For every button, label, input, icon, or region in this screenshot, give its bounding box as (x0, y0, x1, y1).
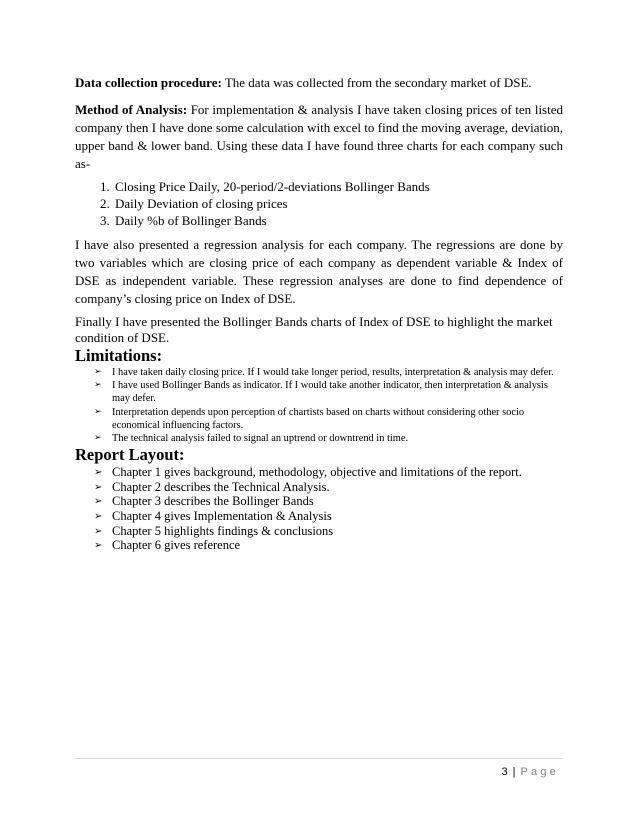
limitations-heading: Limitations: (75, 346, 163, 365)
arrow-bullet-icon: ➢ (94, 496, 103, 508)
list-item (94, 465, 563, 480)
regression-paragraph: I have also presented a regression analysis for each company. The regressions are done by two variables which are closing price of each company as dependent variable & Index of DSE as independent variable. These regression analyses are done to find dependence of company’s closing price on Index of DSE. (75, 237, 563, 306)
data-collection-label: Data collection procedure: (75, 75, 222, 90)
method-list-item: 2. Daily Deviation of closing prices (113, 195, 563, 212)
method-text: For implementation & analysis I have taken closing prices of ten listed company then I have done some calculation with excel to find the moving average, deviation, upper band & lower band. Using these data I have found three charts for each company such as- (75, 102, 564, 171)
list-item (94, 432, 563, 445)
arrow-bullet-icon: ➢ (94, 511, 103, 522)
chapter-text: Chapter 2 describes the Technical Analysis. (112, 479, 330, 494)
limitation-text: I have used Bollinger Bands as indicator. If I would take another indicator, then interpretation & analysis may defer. (112, 380, 548, 405)
list-item (94, 524, 563, 539)
page-footer (75, 766, 559, 778)
method-list-item: 3. Daily %b of Bollinger Bands (113, 212, 563, 229)
limitation-text: Interpretation depends upon perception of chartists based on charts without considering other socio economical influencing factors. (112, 406, 525, 431)
list-item (94, 406, 563, 432)
list-item (94, 538, 563, 553)
limitation-text: I have taken daily closing price. If I would take longer period, results, interpretation & analysis may defer. (112, 367, 554, 378)
data-collection-text: The data was collected from the secondary market of DSE. (221, 75, 532, 90)
list-item (94, 494, 563, 509)
method-list-item: 1. Closing Price Daily, 20-period/2-deviations Bollinger Bands (113, 178, 563, 195)
footer-divider (75, 758, 563, 759)
arrow-bullet-icon: ➢ (94, 433, 102, 444)
report-layout-heading: Report Layout: (75, 445, 185, 465)
list-item (94, 366, 563, 379)
method-label: Method of Analysis: (75, 102, 188, 117)
list-item (94, 379, 563, 405)
arrow-bullet-icon: ➢ (94, 467, 103, 479)
data-collection-paragraph (75, 74, 563, 92)
page-content (75, 74, 563, 553)
arrow-bullet-icon: ➢ (94, 481, 103, 493)
chapter-text: Chapter 1 gives background, methodology, objective and limitations of the report. (112, 465, 522, 480)
method-paragraph (75, 101, 563, 173)
final-paragraph: Finally I have presented the Bollinger Bands charts of Index of DSE to highlight the market condition of DSE. (75, 314, 553, 345)
arrow-bullet-icon: ➢ (94, 406, 102, 417)
arrow-bullet-icon: ➢ (94, 525, 103, 537)
page-word: Page (520, 766, 559, 778)
footer-separator: | (512, 766, 516, 778)
chapter-text: Chapter 4 gives Implementation & Analysis (112, 509, 332, 523)
arrow-bullet-icon: ➢ (94, 380, 102, 391)
chapter-text: Chapter 5 highlights findings & conclusions (112, 523, 334, 538)
method-chart-list (75, 178, 563, 229)
chapter-text: Chapter 6 gives reference (112, 538, 241, 553)
arrow-bullet-icon: ➢ (94, 540, 103, 552)
arrow-bullet-icon: ➢ (94, 367, 102, 377)
list-item (94, 509, 563, 524)
chapter-text: Chapter 3 describes the Bollinger Bands (112, 494, 314, 509)
list-item (94, 480, 563, 495)
limitation-text: The technical analysis failed to signal an uptrend or downtrend in time. (112, 433, 409, 445)
page-number: 3 (501, 766, 508, 778)
limitations-list (75, 366, 563, 445)
report-layout-list (75, 465, 563, 553)
